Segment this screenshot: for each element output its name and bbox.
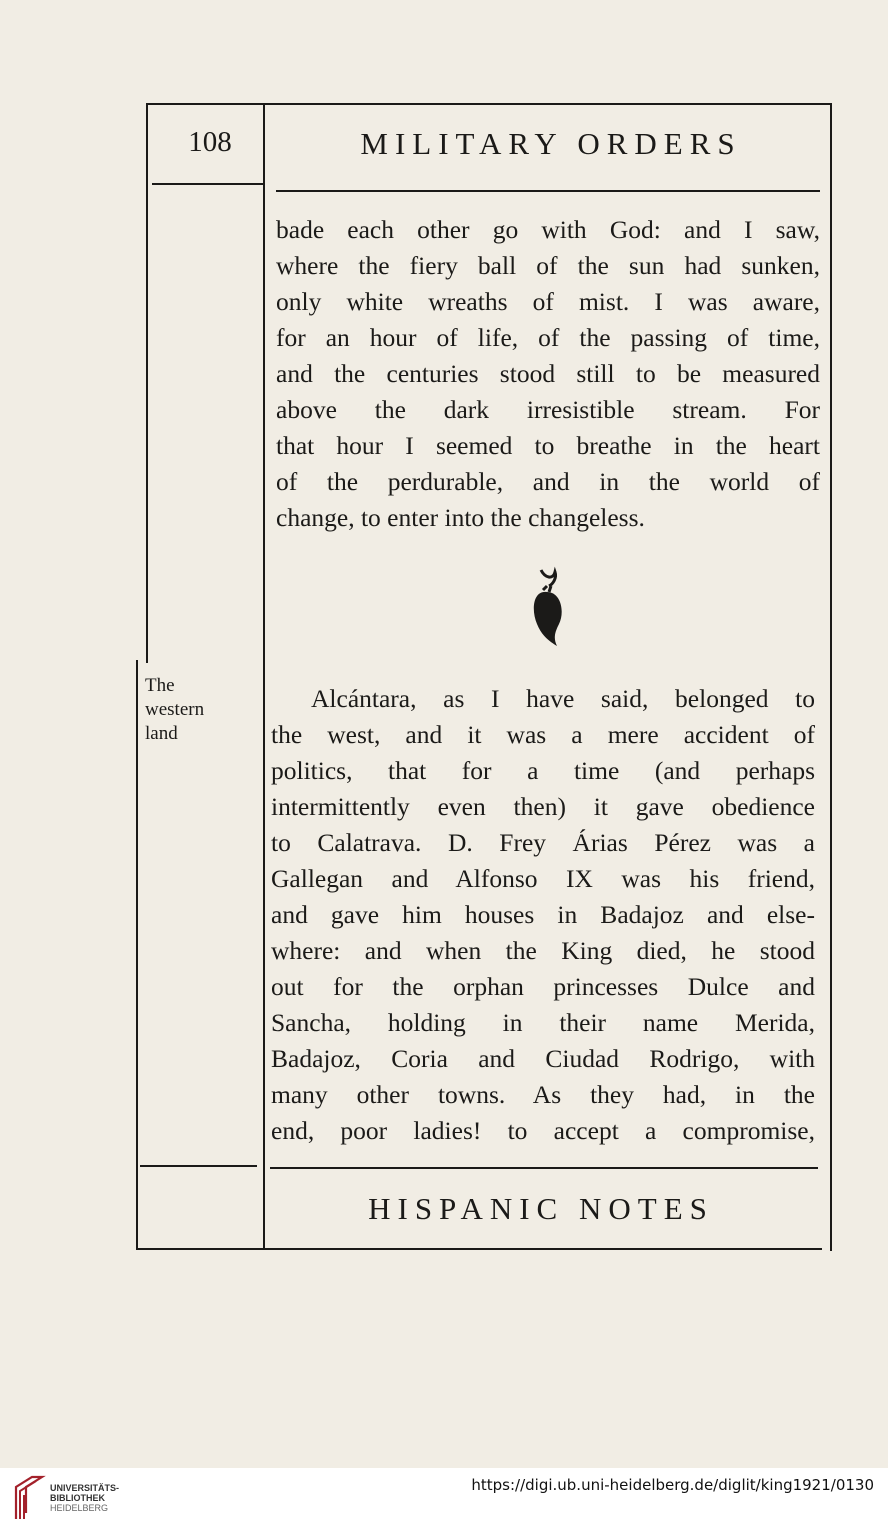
- text-line: bade each other go with God: and I saw,: [276, 215, 820, 244]
- text-line: that hour I seemed to breathe in the heart: [276, 431, 820, 460]
- text-line: to Calatrava. D. Frey Árias Pérez was a: [271, 828, 815, 857]
- marginal-note: [145, 674, 255, 746]
- text-line: Sancha, holding in their name Merida,: [271, 1008, 815, 1037]
- header-margin-rule: [152, 183, 265, 185]
- footer-body-rule: [270, 1167, 818, 1169]
- text-line: intermittently even then) it gave obedience: [271, 792, 815, 821]
- footer-margin-rule: [140, 1165, 257, 1167]
- frame-center-rule: [263, 103, 265, 1250]
- text-line: many other towns. As they had, in the: [271, 1080, 815, 1109]
- text-line: and gave him houses in Badajoz and else-: [271, 900, 815, 929]
- text-line: politics, that for a time (and perhaps: [271, 756, 815, 785]
- frame-right-rule: [830, 103, 832, 1251]
- text-line: the west, and it was a mere accident of: [271, 720, 815, 749]
- library-name: [50, 1483, 119, 1513]
- frame-top-rule: [146, 103, 832, 105]
- text-line: Alcántara, as I have said, belonged to: [311, 684, 815, 713]
- text-line: only white wreaths of mist. I was aware,: [276, 287, 820, 316]
- text-line: where the fiery ball of the sun had sunken,: [276, 251, 820, 280]
- paragraph-1: [276, 212, 820, 536]
- text-line: and the centuries stood still to be measured: [276, 359, 820, 388]
- text-line: change, to enter into the changeless.: [276, 503, 645, 532]
- frame-left-rule-upper: [146, 103, 148, 663]
- text-line: for an hour of life, of the passing of time,: [276, 323, 820, 352]
- library-name-line: UNIVERSITÄTS-: [50, 1483, 120, 1493]
- text-line: above the dark irresistible stream. For: [276, 395, 820, 424]
- library-logo-icon[interactable]: [12, 1473, 46, 1523]
- text-line: end, poor ladies! to accept a compromise,: [271, 1116, 815, 1145]
- library-name-line: HEIDELBERG: [50, 1503, 109, 1513]
- text-line: Gallegan and Alfonso IX was his friend,: [271, 864, 815, 893]
- running-title: MILITARY ORDERS: [360, 126, 742, 161]
- text-line: out for the orphan princesses Dulce and: [271, 972, 815, 1001]
- ornament-icon: [527, 566, 567, 648]
- frame-bottom-rule: [136, 1248, 822, 1250]
- frame-left-rule-lower: [136, 660, 138, 1250]
- text-line: of the perdurable, and in the world of: [276, 467, 820, 496]
- page-url-link[interactable]: https://digi.ub.uni-heidelberg.de/diglit/king1921/0130: [471, 1476, 874, 1494]
- text-line: Badajoz, Coria and Ciudad Rodrigo, with: [271, 1044, 815, 1073]
- library-name-line: BIBLIOTHEK: [50, 1493, 105, 1503]
- paragraph-2: [271, 681, 815, 1149]
- page-number: 108: [188, 126, 232, 158]
- footer-running-title: HISPANIC NOTES: [368, 1191, 714, 1226]
- text-line: where: and when the King died, he stood: [271, 936, 815, 965]
- marginal-note-line: land: [145, 723, 178, 744]
- header-body-rule: [276, 190, 820, 192]
- marginal-note-line: The: [145, 675, 175, 696]
- marginal-note-line: western: [145, 699, 205, 720]
